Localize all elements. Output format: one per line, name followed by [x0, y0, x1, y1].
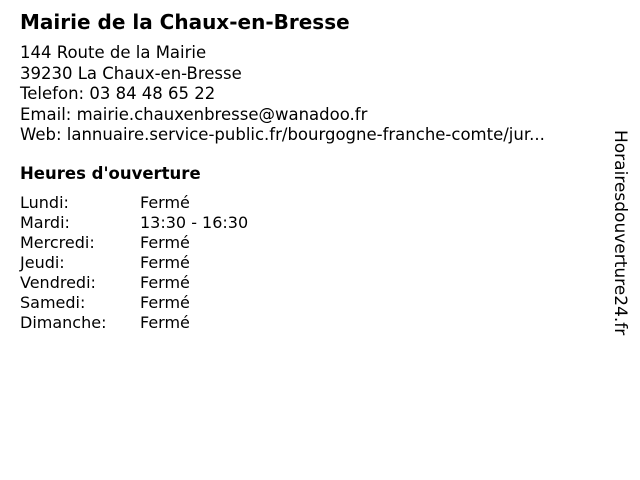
- hours-row-saturday: [20, 293, 248, 313]
- day-label: Vendredi:: [20, 273, 96, 292]
- day-hours: Fermé: [140, 313, 190, 332]
- opening-hours-heading: Heures d'ouverture: [20, 164, 201, 183]
- street-address: 144 Route de la Mairie: [20, 43, 207, 62]
- day-label: Mardi:: [20, 213, 70, 232]
- opening-hours-table: [20, 193, 248, 333]
- hours-row-wednesday: [20, 233, 248, 253]
- day-hours: 13:30 - 16:30: [140, 213, 249, 232]
- day-label: Jeudi:: [20, 253, 65, 272]
- day-hours: Fermé: [140, 193, 190, 212]
- hours-row-monday: [20, 193, 248, 213]
- phone-number: Telefon: 03 84 48 65 22: [20, 84, 216, 103]
- day-hours: Fermé: [140, 253, 190, 272]
- city-address: 39230 La Chaux-en-Bresse: [20, 63, 242, 83]
- day-label: Samedi:: [20, 293, 86, 312]
- day-label: Mercredi:: [20, 233, 95, 252]
- website-link: Web: lannuaire.service-public.fr/bourgogne-franche-comte/jur...: [20, 125, 545, 144]
- hours-row-sunday: [20, 313, 248, 333]
- hours-row-friday: [20, 273, 248, 293]
- page-title: Mairie de la Chaux-en-Bresse: [20, 10, 350, 34]
- day-hours: Fermé: [140, 293, 190, 312]
- day-hours: Fermé: [140, 233, 190, 252]
- email-address: Email: mairie.chauxenbresse@wanadoo.fr: [20, 104, 368, 124]
- site-watermark: Horairesdouverture24.fr: [610, 130, 630, 336]
- address-block: [20, 43, 545, 146]
- hours-row-tuesday: [20, 213, 248, 233]
- day-label: Dimanche:: [20, 313, 107, 332]
- hours-row-thursday: [20, 253, 248, 273]
- day-hours: Fermé: [140, 273, 190, 292]
- day-label: Lundi:: [20, 193, 69, 212]
